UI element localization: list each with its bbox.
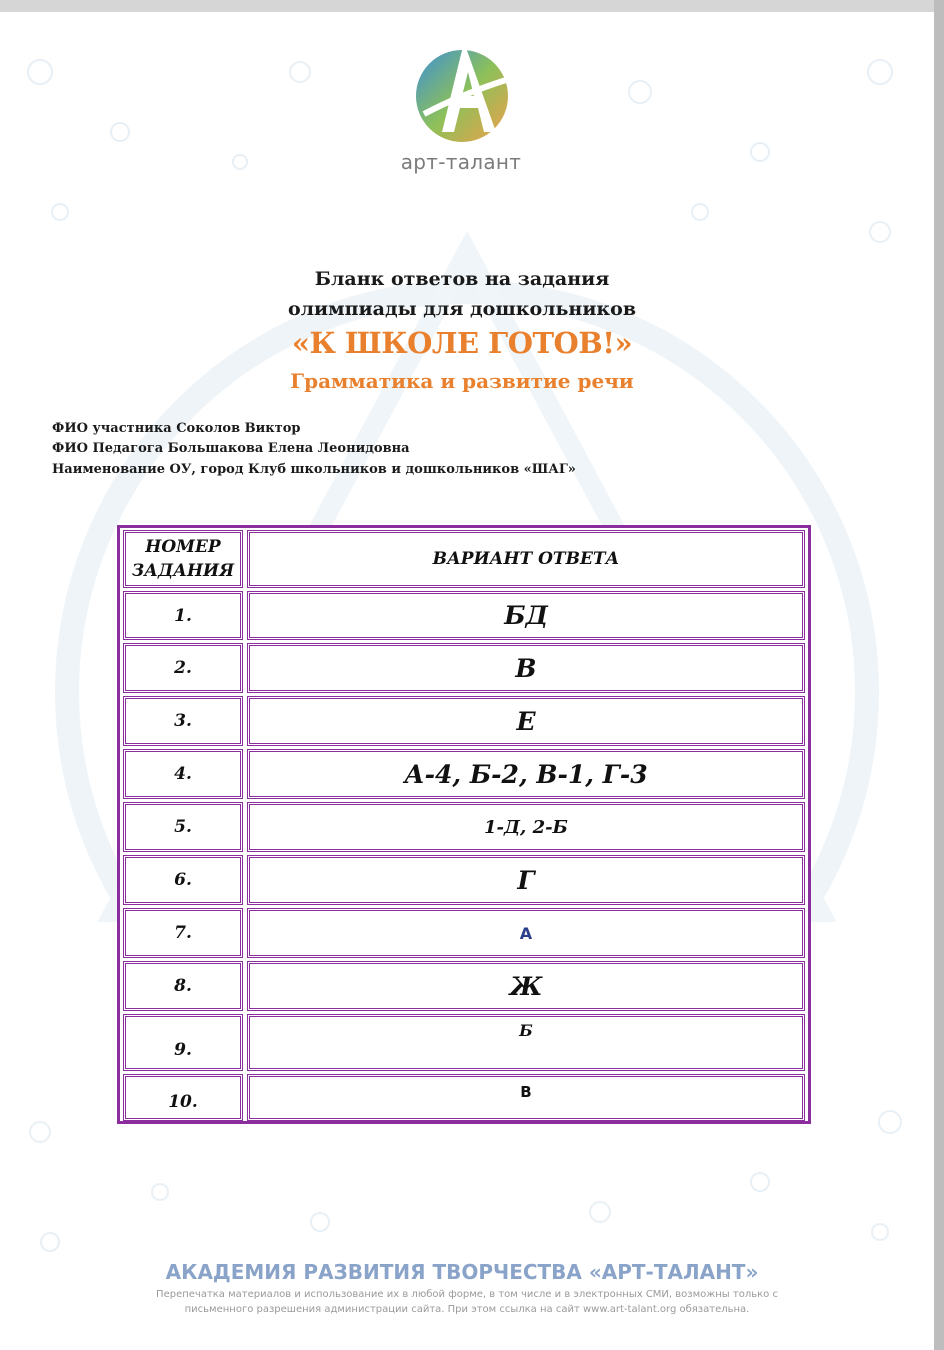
table-row: [123, 696, 805, 746]
participant-name: ФИО участника Соколов Виктор: [52, 421, 301, 436]
table-row: [123, 802, 805, 852]
header-task-number-line2: ЗАДАНИЯ: [131, 561, 235, 581]
answer-value: Г: [247, 855, 805, 905]
header-task-number: [123, 530, 243, 588]
olympiad-title: «К ШКОЛЕ ГОТОВ!»: [291, 326, 633, 360]
footer-note-line1: Перепечатка материалов и использование их в любой форме, в том числе и в электронных СМИ, возможны только с: [156, 1289, 778, 1300]
task-number: 6.: [123, 855, 243, 905]
school-name: Наименование ОУ, город Клуб школьников и дошкольников «ШАГ»: [52, 462, 576, 477]
answer-value: Ж: [247, 961, 805, 1011]
viewer-right-strip: [934, 0, 944, 1350]
answer-value: Б: [247, 1014, 805, 1071]
viewer-top-strip: [0, 0, 944, 12]
task-number: 3.: [123, 696, 243, 746]
table-row: [123, 749, 805, 799]
task-number: 10.: [123, 1074, 243, 1121]
form-title-line2: олимпиады для дошкольников: [287, 298, 637, 320]
table-row: [123, 1074, 805, 1121]
table-row: [123, 908, 805, 958]
header-task-number-line1: НОМЕР: [145, 537, 221, 557]
art-talant-logo: [412, 34, 512, 154]
teacher-name: ФИО Педагога Большакова Елена Леонидовна: [52, 441, 410, 456]
document-page: [0, 12, 934, 1350]
footer-copyright-note: [60, 1287, 874, 1317]
logo-text: арт-талант: [400, 150, 522, 174]
task-number: 5.: [123, 802, 243, 852]
task-number: 2.: [123, 643, 243, 693]
table-row: [123, 961, 805, 1011]
answer-value: Е: [247, 696, 805, 746]
header-answer: ВАРИАНТ ОТВЕТА: [247, 530, 805, 588]
task-number: 1.: [123, 591, 243, 640]
answers-table: [117, 525, 811, 1124]
task-number: 4.: [123, 749, 243, 799]
answer-value: А: [247, 908, 805, 958]
footer-note-line2: письменного разрешения администрации сайта. При этом ссылка на сайт www.art-talant.org обязательна.: [184, 1304, 750, 1315]
answer-value: 1-Д, 2-Б: [247, 802, 805, 852]
task-number: 9.: [123, 1014, 243, 1071]
footer-title: АКАДЕМИЯ РАЗВИТИЯ ТВОРЧЕСТВА «АРТ-ТАЛАНТ»: [165, 1260, 759, 1284]
answer-value: В: [247, 643, 805, 693]
table-row: [123, 591, 805, 640]
table-row: [123, 855, 805, 905]
task-number: 7.: [123, 908, 243, 958]
table-row: [123, 1014, 805, 1071]
form-title-line1: Бланк ответов на задания: [314, 268, 610, 290]
table-row: [123, 643, 805, 693]
answer-value: А-4, Б-2, В-1, Г-3: [247, 749, 805, 799]
answer-value: БД: [247, 591, 805, 640]
answer-value: В: [247, 1074, 805, 1121]
task-number: 8.: [123, 961, 243, 1011]
table-header-row: [123, 530, 805, 588]
subject-title: Грамматика и развитие речи: [290, 369, 634, 393]
